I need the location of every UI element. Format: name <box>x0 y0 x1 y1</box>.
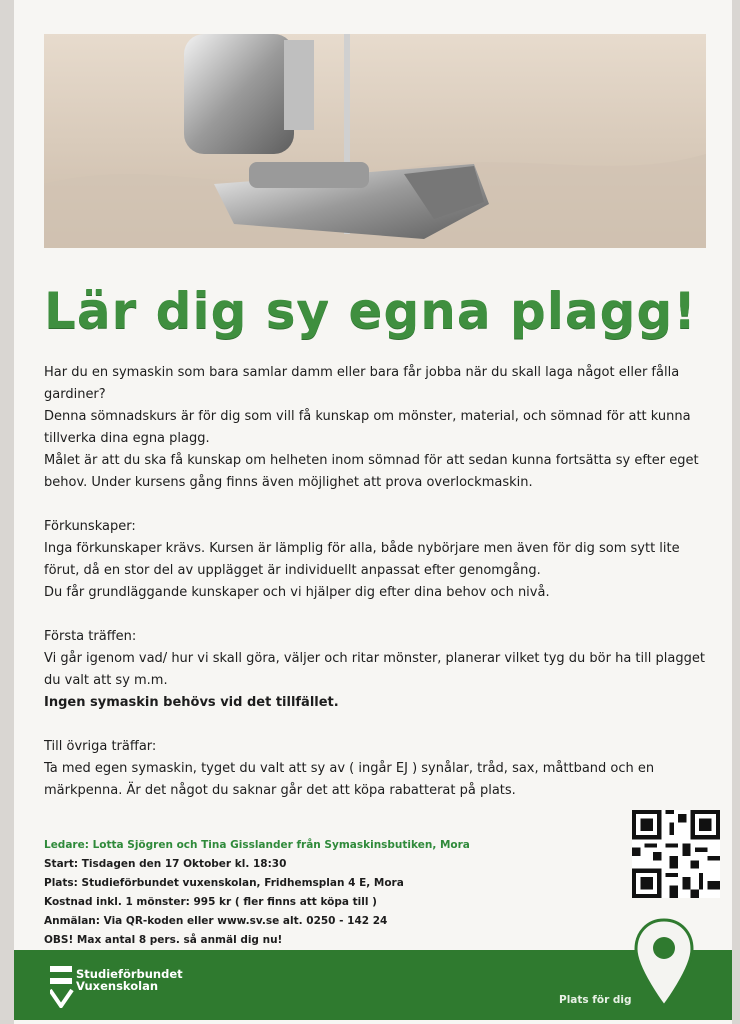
intro-paragraph: Har du en symaskin som bara samlar damm eller bara får jobba när du skall laga något eller fålla gardiner? <box>44 365 680 402</box>
poster <box>14 0 732 1024</box>
page-title: Lär dig sy egna plagg! <box>44 282 698 340</box>
logo-line2: Vuxenskolan <box>76 979 159 993</box>
logo-line1: Studieförbundet <box>76 967 183 981</box>
note: OBS! Max antal 8 pers. så anmäl dig nu! <box>44 934 283 946</box>
sv-logo-text <box>76 968 183 992</box>
prerequisites-text: Inga förkunskaper krävs. Kursen är lämplig för alla, både nybörjare men även för dig som sytt lite förut, då en stor del av upplägget är individuellt anpassat efter genomgång. <box>44 541 680 578</box>
intro-paragraph: Denna sömnadskurs är för dig som vill få kunskap om mönster, material, och sömnad för att kunna tillverka dina egna plagg. <box>44 409 691 446</box>
course-info <box>44 836 604 950</box>
first-meeting-title: Första träffen: <box>44 629 137 644</box>
slogan: Plats för dig <box>559 994 632 1006</box>
first-meeting-text: Vi går igenom vad/ hur vi skall göra, väljer och ritar mönster, planerar vilket tyg du bör ha till plagget du valt att sy m.m. <box>44 651 705 688</box>
location-pin-icon <box>632 918 696 1010</box>
prerequisites-text: Du får grundläggande kunskaper och vi hjälper dig efter dina behov och nivå. <box>44 585 550 600</box>
signup[interactable]: Anmälan: Via QR-koden eller www.sv.se alt. 0250 - 142 24 <box>44 915 388 927</box>
other-meetings-title: Till övriga träffar: <box>44 739 157 754</box>
course-description <box>44 362 714 802</box>
cost: Kostnad inkl. 1 mönster: 995 kr ( fler finns att köpa till ) <box>44 896 377 908</box>
sewing-machine-photo <box>44 34 706 248</box>
qr-code[interactable] <box>632 810 720 898</box>
first-meeting-bold: Ingen symaskin behövs vid det tillfället. <box>44 695 339 710</box>
leaders: Ledare: Lotta Sjögren och Tina Gisslander från Symaskinsbutiken, Mora <box>44 839 470 851</box>
footer-bar <box>14 950 732 1020</box>
other-meetings-text: Ta med egen symaskin, tyget du valt att sy av ( ingår EJ ) synålar, tråd, sax, måttband och en märkpenna. Är det något du saknar går det att köpa rabatterat på plats. <box>44 761 655 798</box>
start-date: Start: Tisdagen den 17 Oktober kl. 18:30 <box>44 858 287 870</box>
prerequisites-title: Förkunskaper: <box>44 519 136 534</box>
intro-paragraph: Målet är att du ska få kunskap om helheten inom sömnad för att sedan kunna fortsätta sy efter eget behov. Under kursens gång finns även möjlighet att prova overlockmaskin. <box>44 453 699 490</box>
location: Plats: Studieförbundet vuxenskolan, Fridhemsplan 4 E, Mora <box>44 877 404 889</box>
